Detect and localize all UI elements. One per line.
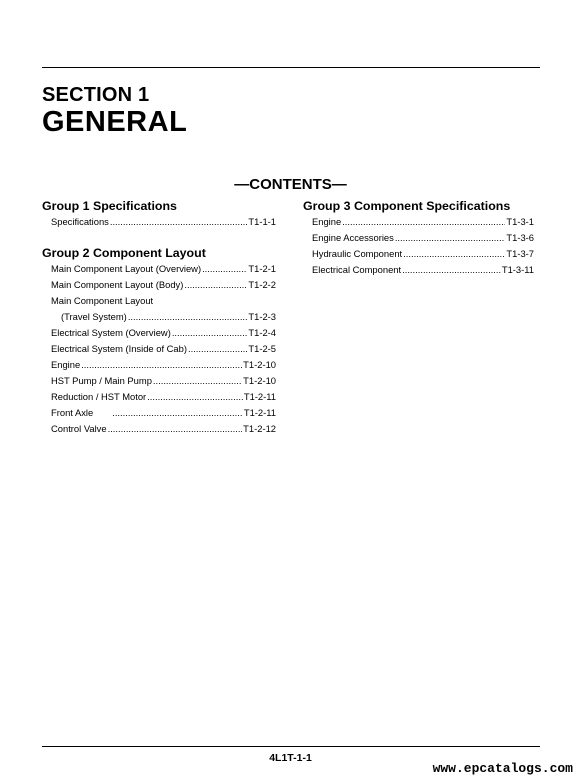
toc-entry-name: Main Component Layout (Overview) xyxy=(51,263,202,274)
toc-entry-page: T1-2-1 xyxy=(248,263,276,274)
toc-entry[interactable] xyxy=(42,373,276,389)
toc-entry[interactable] xyxy=(303,230,534,246)
dot-leader xyxy=(147,389,243,405)
toc-entry-name: Electrical System (Inside of Cab) xyxy=(51,343,187,354)
toc-entry-page: T1-2-10 xyxy=(243,375,276,386)
page-number: 4L1T-1-1 xyxy=(269,752,312,764)
toc-entry-heading-line xyxy=(42,293,276,309)
dot-leader xyxy=(172,325,248,341)
toc-entry-page: T1-2-11 xyxy=(243,391,276,402)
toc-entry-page: T1-1-1 xyxy=(248,216,276,227)
dot-leader xyxy=(202,261,247,277)
dot-leader xyxy=(188,341,247,357)
toc-entry[interactable] xyxy=(42,309,276,325)
toc-entry[interactable] xyxy=(42,405,276,421)
toc-entry-page: T1-2-11 xyxy=(243,407,276,418)
toc-entry-page: T1-2-3 xyxy=(248,311,276,322)
toc-entry[interactable] xyxy=(42,325,276,341)
group-2-title: Group 2 Component Layout xyxy=(42,246,206,260)
toc-entry-name: Control Valve xyxy=(51,423,107,434)
bottom-rule xyxy=(42,746,540,747)
toc-entry-name: Engine Accessories xyxy=(312,232,394,243)
toc-entry-name: Engine xyxy=(51,359,81,370)
toc-entry-page: T1-2-2 xyxy=(248,279,276,290)
toc-entry-name: Engine xyxy=(312,216,342,227)
dot-leader xyxy=(403,246,505,262)
section-label: SECTION 1 xyxy=(42,84,150,106)
dot-leader xyxy=(81,357,242,373)
toc-entry-page: T1-2-4 xyxy=(248,327,276,338)
dot-leader xyxy=(128,309,248,325)
toc-entry-page: T1-3-7 xyxy=(506,248,534,259)
dot-leader xyxy=(402,262,501,278)
toc-entry[interactable] xyxy=(42,261,276,277)
toc-entry-name: Front Axle xyxy=(51,407,94,418)
toc-entry-name: Hydraulic Component xyxy=(312,248,403,259)
dot-leader xyxy=(153,373,242,389)
section-title: GENERAL xyxy=(42,106,188,138)
dot-leader xyxy=(342,214,505,230)
toc-entry[interactable] xyxy=(303,262,534,278)
toc-entry-page: T1-2-12 xyxy=(243,423,276,434)
toc-entry[interactable] xyxy=(303,246,534,262)
toc-entry-name: Electrical Component xyxy=(312,264,402,275)
watermark: www.epcatalogs.com xyxy=(432,761,573,776)
group-3-title: Group 3 Component Specifications xyxy=(303,199,511,213)
toc-entry-name: Main Component Layout xyxy=(51,295,154,306)
top-rule xyxy=(42,67,540,68)
dot-leader xyxy=(112,405,243,421)
dot-leader xyxy=(395,230,506,246)
toc-entry-name: Electrical System (Overview) xyxy=(51,327,171,338)
toc-entry-name: Specifications xyxy=(51,216,109,227)
toc-entry-name: (Travel System) xyxy=(61,311,127,322)
dot-leader xyxy=(110,214,248,230)
toc-entry-page: T1-3-6 xyxy=(506,232,534,243)
toc-entry[interactable] xyxy=(303,214,534,230)
toc-entry[interactable] xyxy=(42,214,276,230)
group-1-title: Group 1 Specifications xyxy=(42,199,177,213)
toc-entry[interactable] xyxy=(42,421,276,437)
toc-entry-name: Reduction / HST Motor xyxy=(51,391,147,402)
toc-entry-name: HST Pump / Main Pump xyxy=(51,375,152,386)
dot-leader xyxy=(184,277,247,293)
toc-entry-page: T1-3-11 xyxy=(501,264,534,275)
toc-entry-page: T1-2-5 xyxy=(248,343,276,354)
toc-entry-name: Main Component Layout (Body) xyxy=(51,279,184,290)
dot-leader xyxy=(108,421,243,437)
toc-entry[interactable] xyxy=(42,389,276,405)
toc-entry-page: T1-2-10 xyxy=(243,359,276,370)
toc-entry[interactable] xyxy=(42,277,276,293)
toc-left-column xyxy=(42,198,276,437)
toc-right-column xyxy=(303,198,534,278)
toc-entry-page: T1-3-1 xyxy=(506,216,534,227)
toc-entry[interactable] xyxy=(42,357,276,373)
toc-entry[interactable] xyxy=(42,341,276,357)
contents-heading: —CONTENTS— xyxy=(234,176,347,193)
